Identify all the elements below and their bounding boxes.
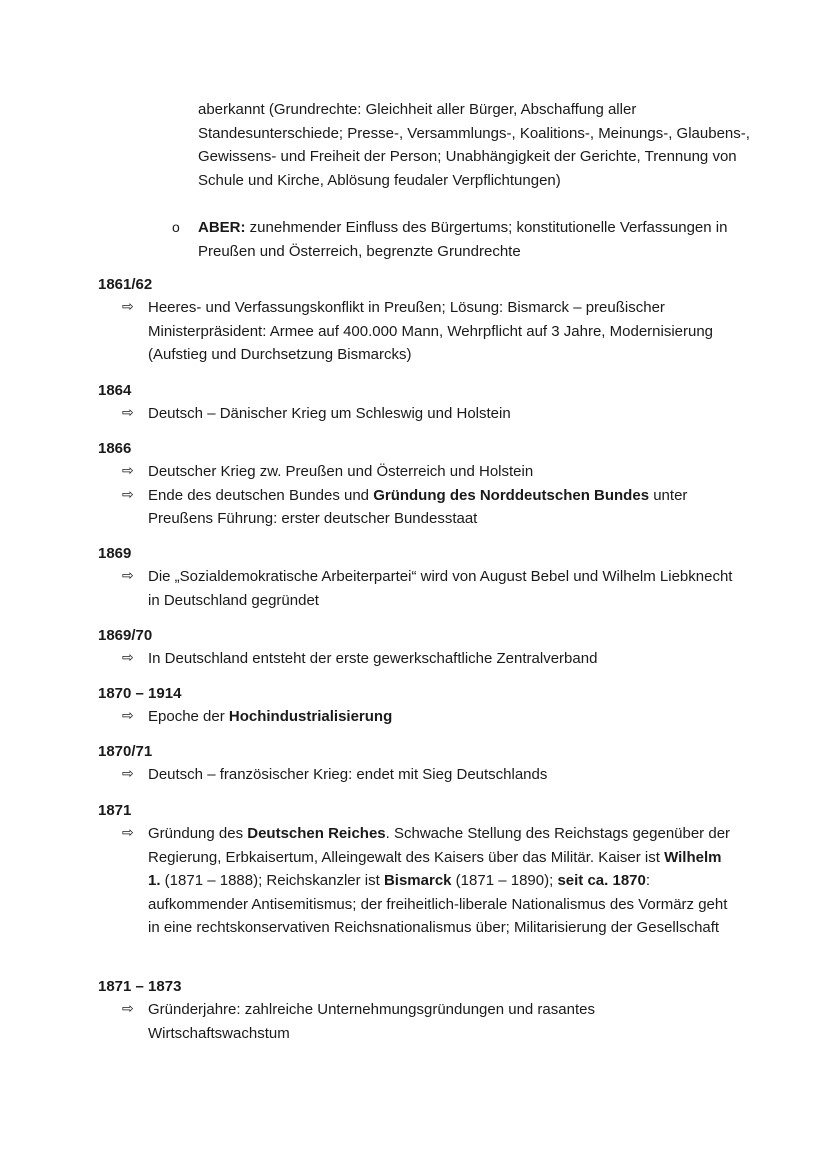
list-item: ⇨ Epoche der Hochindustrialisierung bbox=[148, 705, 738, 729]
year-heading: 1871 – 1873 bbox=[98, 978, 182, 995]
timeline-entry-1871-1873 bbox=[98, 977, 738, 1045]
arrow-right-icon: ⇨ bbox=[122, 299, 134, 315]
circle-bullet-icon: o bbox=[172, 219, 180, 235]
arrow-right-icon: ⇨ bbox=[122, 405, 134, 421]
year-heading: 1871 bbox=[98, 802, 132, 819]
year-heading: 1869 bbox=[98, 545, 132, 562]
aber-label: ABER: bbox=[198, 219, 246, 236]
list-item: ⇨ Deutscher Krieg zw. Preußen und Österreich und Holstein bbox=[148, 460, 738, 484]
list-item: ⇨ Ende des deutschen Bundes und Gründung des Norddeutschen Bundes unter Preußens Führung: erster deutscher Bundesstaat bbox=[148, 484, 738, 531]
aber-list-item bbox=[172, 216, 772, 263]
timeline-entry-1861-62 bbox=[98, 275, 738, 367]
arrow-right-icon: ⇨ bbox=[122, 568, 134, 584]
year-heading: 1870 – 1914 bbox=[98, 685, 182, 702]
timeline-entry-1864 bbox=[98, 381, 738, 426]
year-heading: 1870/71 bbox=[98, 743, 153, 760]
list-item: ⇨ Deutsch – Dänischer Krieg um Schleswig und Holstein bbox=[148, 402, 738, 426]
timeline-entry-1869-70 bbox=[98, 626, 738, 671]
list-item: ⇨ Heeres- und Verfassungskonflikt in Preußen; Lösung: Bismarck – preußischer Ministerpräsident: Armee auf 400.000 Mann, Wehrpflicht auf 3 Jahre, Modernisierung (Aufstieg und Durchsetzung Bismarcks) bbox=[148, 296, 738, 367]
timeline-entry-1871 bbox=[98, 801, 738, 940]
arrow-right-icon: ⇨ bbox=[122, 708, 134, 724]
arrow-right-icon: ⇨ bbox=[122, 650, 134, 666]
list-item: ⇨ Die „Sozialdemokratische Arbeiterpartei“ wird von August Bebel und Wilhelm Liebknecht in Deutschland gegründet bbox=[148, 565, 738, 612]
arrow-right-icon: ⇨ bbox=[122, 486, 134, 503]
list-item: ⇨ Deutsch – französischer Krieg: endet mit Sieg Deutschlands bbox=[148, 763, 738, 787]
arrow-right-icon: ⇨ bbox=[122, 1001, 134, 1017]
year-heading: 1864 bbox=[98, 382, 132, 399]
continued-paragraph: aberkannt (Grundrechte: Gleichheit aller Bürger, Abschaffung aller Standesunterschiede; Presse-, Versammlungs-, Koalitions-, Meinungs-, Glaubens-, Gewissens- und Freiheit der Person; Unabhängigkeit der Gerichte, Trennung von Schule und Kirche, Ablösung feudaler Verpflichtungen) bbox=[198, 101, 750, 189]
arrow-right-icon: ⇨ bbox=[122, 825, 134, 841]
arrow-right-icon: ⇨ bbox=[122, 463, 134, 479]
year-heading: 1869/70 bbox=[98, 627, 153, 644]
year-heading: 1866 bbox=[98, 440, 132, 457]
list-item: ⇨ In Deutschland entsteht der erste gewerkschaftliche Zentralverband bbox=[148, 647, 738, 671]
timeline-entry-1866 bbox=[98, 439, 738, 531]
timeline-entry-1870-1914 bbox=[98, 684, 738, 729]
timeline-entry-1869 bbox=[98, 544, 738, 612]
aber-text: ABER: zunehmender Einfluss des Bürgertums; konstitutionelle Verfassungen in Preußen und Österreich, begrenzte Grundrechte bbox=[198, 219, 728, 260]
year-heading: 1861/62 bbox=[98, 276, 153, 293]
arrow-right-icon: ⇨ bbox=[122, 766, 134, 782]
list-item: ⇨ Gründung des Deutschen Reiches. Schwache Stellung des Reichstags gegenüber der Regierung, Erbkaisertum, Alleingewalt des Kaisers über das Militär. Kaiser ist Wilhelm 1. (1871 – 1888); Reichskanzler ist Bismarck (1871 – 1890); seit ca. 1870: aufkommender Antisemitismus; der freiheitlich-liberale Nationalismus des Vormärz geht in eine rechtskonservativen Reichsnationalismus über; Militarisierung der Gesellschaft bbox=[148, 822, 738, 940]
list-item: ⇨ Gründerjahre: zahlreiche Unternehmungsgründungen und rasantes Wirtschaftswachstum bbox=[148, 998, 738, 1045]
timeline-entry-1870-71 bbox=[98, 742, 738, 787]
